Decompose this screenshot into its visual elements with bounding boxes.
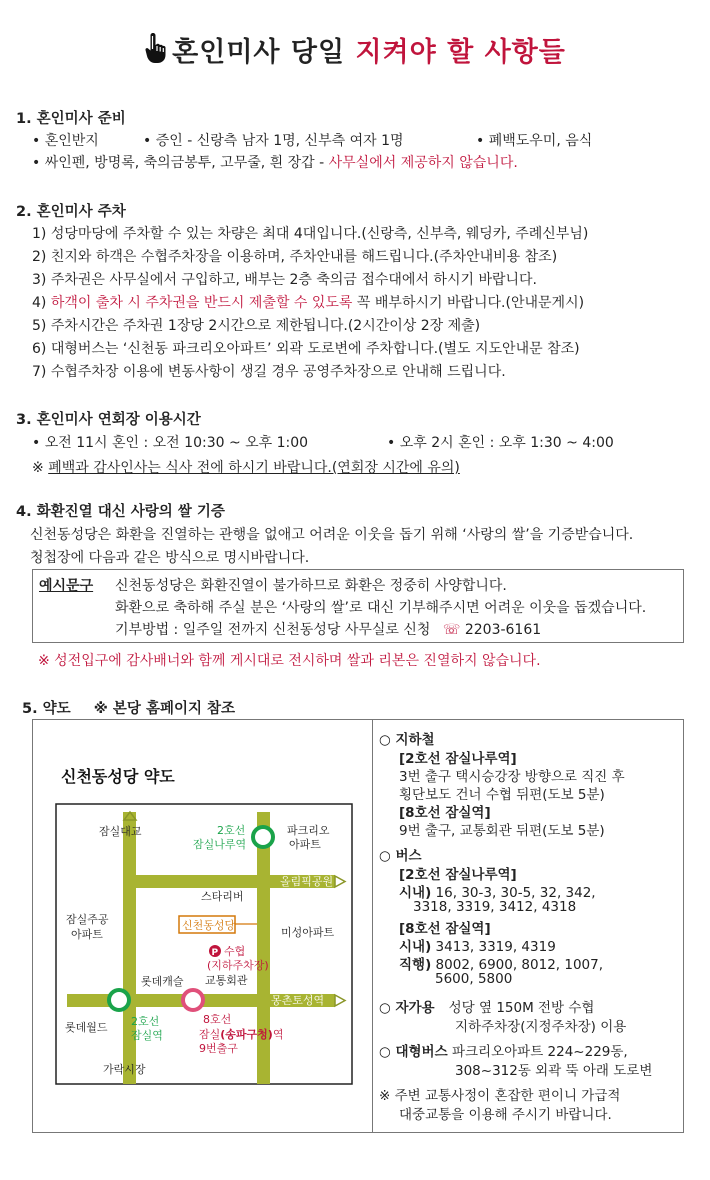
map-label-parkrio-1: 파크리오 <box>287 824 330 837</box>
dir-subway-a-2: 횡단보도 건너 수협 뒤편(도보 5분) <box>399 787 605 803</box>
s1-bullet-witness: • 증인 - 신랑측 남자 1명, 신부측 여자 1명 <box>143 133 404 149</box>
example-text-box <box>32 569 684 643</box>
map-label-line2-naru-1: 2호선 <box>217 824 246 837</box>
s2-line-5: 5) 주차시간은 주차권 1장당 2시간으로 제한됩니다.(2시간이상 2장 제출) <box>32 318 481 334</box>
example-line-2: 화환으로 축하해 주실 분은 ‘사랑의 쌀’로 대신 기부해주시면 어려운 이웃을 돕겠습니다. <box>115 600 647 616</box>
dir-bus-a-2: 3318, 3319, 3412, 4318 <box>413 899 577 915</box>
dir-bus-c-1: 직행) 8002, 6900, 8012, 1007, <box>399 957 604 973</box>
map-label-church: 신천동성당 <box>182 919 236 932</box>
s2-line-2: 2) 친지와 하객은 수협주차장을 이용하며, 주차안내를 해드립니다.(주차안내비용 참조) <box>32 249 558 265</box>
section-5-title: 5. 약도 <box>22 701 71 717</box>
map-label-jugong-1: 잠실주공 <box>66 913 109 926</box>
section-4-heading: 4. 화환진열 대신 사랑의 쌀 기증 <box>16 504 225 520</box>
s4-paragraph-2: 청첩장에 다음과 같은 방식으로 명시바랍니다. <box>30 550 310 566</box>
map-label-line8-2: 잠실(송파구청)역 <box>199 1028 284 1041</box>
map-label-parkrio-2: 아파트 <box>289 838 321 851</box>
svg-text:P: P <box>211 948 219 958</box>
map-label-misung: 미성아파트 <box>281 926 335 939</box>
section-1-heading: 1. 혼인미사 준비 <box>16 111 126 127</box>
dir-car-1: ○ 자가용 성당 옆 150M 전방 수협 <box>379 1000 595 1016</box>
dir-bus-b-1: 시내) 3413, 3319, 4319 <box>399 939 556 955</box>
s3-note-text: 폐백과 감사인사는 식사 전에 하시기 바랍니다.(연회장 시간에 유의) <box>48 460 460 476</box>
telephone-icon: ☏ <box>442 622 461 638</box>
map-label-starhill: 스타리버 <box>201 890 244 903</box>
s3-note-mark: ※ <box>32 460 49 476</box>
dir-car-2: 지하주차장(지정주차장) 이용 <box>455 1019 627 1035</box>
station-jamsil-naru <box>253 827 273 847</box>
dir-bus-c-2: 5600, 5800 <box>435 971 513 987</box>
map-title: 신천동성당 약도 <box>61 767 175 786</box>
s1-bullet-ring: • 혼인반지 <box>32 133 99 149</box>
section-3-heading: 3. 혼인미사 연회장 이용시간 <box>16 412 201 428</box>
dir-subway-b-1: 9번 출구, 교통회관 뒤편(도보 5분) <box>399 823 605 839</box>
s1-bullet-pyebaek: • 폐백도우미, 음식 <box>476 133 593 149</box>
map-label-lotte-castle: 롯데캐슬 <box>141 975 184 988</box>
station-jamsil-line2 <box>109 990 129 1010</box>
map-label-suhyup-1: 수협 <box>224 945 246 958</box>
dir-subway-b-title: [8호선 잠실역] <box>399 805 491 821</box>
location-map <box>33 720 372 1132</box>
s1-supplies-note: 사무실에서 제공하지 않습니다. <box>328 155 518 171</box>
station-jamsil-line8 <box>183 990 203 1010</box>
dir-bus-b-title: [8호선 잠실역] <box>399 921 491 937</box>
s3-morning: • 오전 11시 혼인 : 오전 10:30 ~ 오후 1:00 <box>32 435 309 451</box>
map-section <box>32 719 684 1133</box>
s4-note: ※ 성전입구에 감사배너와 함께 게시대로 전시하며 쌀과 리본은 진열하지 않습니다. <box>38 653 541 669</box>
road-left-vertical <box>123 812 136 1084</box>
example-donation-method: 기부방법 : 일주일 전까지 신천동성당 사무실로 신청 <box>115 622 431 638</box>
s3-note <box>32 457 460 477</box>
s2-line-4-num: 4) <box>32 295 51 311</box>
dir-bus-heading: ○ 버스 <box>379 848 422 864</box>
map-label-mongchon: 몽촌토성역 <box>271 994 325 1007</box>
page-title <box>0 30 710 72</box>
s2-line-7: 7) 수협주차장 이용에 변동사항이 생길 경우 공영주차장으로 안내해 드립니다. <box>32 364 506 380</box>
map-label-line2-naru-2: 잠실나루역 <box>193 838 247 851</box>
s2-line-6: 6) 대형버스는 ‘신천동 파크리오아파트’ 외곽 도로변에 주차합니다.(별도 지도안내문 참조) <box>32 341 580 357</box>
map-label-jamsil-bridge: 잠실대교 <box>99 825 142 838</box>
road-right-vertical <box>257 812 270 1084</box>
map-label-olympic: 올림픽공원 <box>280 875 334 888</box>
title-normal: 혼인미사 당일 <box>172 37 356 68</box>
map-label-line2-jamsil-2: 잠실역 <box>131 1029 163 1042</box>
section-2-heading: 2. 혼인미사 주차 <box>16 204 126 220</box>
map-label-line2-jamsil-1: 2호선 <box>131 1015 160 1028</box>
map-label-lotte-world: 롯데월드 <box>65 1021 108 1034</box>
example-label: 예시문구 <box>39 578 94 594</box>
dir-subway-heading: ○ 지하철 <box>379 732 435 748</box>
map-label-jugong-2: 아파트 <box>71 928 103 941</box>
map-label-traffic-hall: 교통회관 <box>205 974 248 987</box>
dir-bus-a-title: [2호선 잠실나루역] <box>399 867 517 883</box>
title-highlight: 지켜야 할 사항들 <box>355 37 566 68</box>
pointing-hand-icon <box>144 31 168 72</box>
dir-note-1: ※ 주변 교통사정이 혼잡한 편이니 가급적 <box>379 1088 621 1104</box>
map-label-suhyup-2: (지하주차장) <box>207 959 269 972</box>
s2-line-3: 3) 주차권은 사무실에서 구입하고, 배부는 2층 축의금 접수대에서 하시기 바랍니다. <box>32 272 537 288</box>
s4-paragraph-1: 신천동성당은 화환을 진열하는 관행을 없애고 어려운 이웃을 돕기 위해 ‘사랑의 쌀’을 기증받습니다. <box>30 527 634 543</box>
map-label-garak: 가락시장 <box>103 1063 146 1076</box>
arrow-right-icon <box>335 995 345 1006</box>
s2-line-4-rest: 꼭 배부하시기 바랍니다.(안내문게시) <box>352 295 585 311</box>
arrow-right-icon <box>335 876 345 887</box>
example-line-3 <box>115 619 541 639</box>
s2-line-4 <box>32 292 584 312</box>
dir-subway-a-1: 3번 출구 택시승강장 방향으로 직진 후 <box>399 769 625 785</box>
s3-afternoon: • 오후 2시 혼인 : 오후 1:30 ~ 4:00 <box>387 435 614 451</box>
map-label-line8-1: 8호선 <box>203 1013 232 1026</box>
map-divider <box>372 720 373 1132</box>
example-line-1: 신천동성당은 화환진열이 불가하므로 화환은 정중히 사양합니다. <box>115 578 507 594</box>
dir-bigbus-2: 308~312동 외곽 뚝 아래 도로변 <box>455 1063 653 1079</box>
s1-supplies-text: • 싸인펜, 방명록, 축의금봉투, 고무줄, 흰 장갑 - <box>32 155 329 171</box>
s2-line-4-red: 하객이 출차 시 주차권을 반드시 제출할 수 있도록 <box>50 295 353 311</box>
map-label-line8-3: 9번출구 <box>199 1042 238 1055</box>
dir-bigbus-1: ○ 대형버스 파크리오아파트 224~229동, <box>379 1044 628 1060</box>
section-5-reference: ※ 본당 홈페이지 참조 <box>93 701 236 717</box>
phone-number: 2203-6161 <box>464 622 542 638</box>
dir-bus-a-1: 시내) 16, 30-3, 30-5, 32, 342, <box>399 885 596 901</box>
s2-line-1: 1) 성당마당에 주차할 수 있는 차량은 최대 4대입니다.(신랑측, 신부측, 웨딩카, 주례신부님) <box>32 226 589 242</box>
dir-subway-a-title: [2호선 잠실나루역] <box>399 751 517 767</box>
s1-bullet-supplies <box>32 152 518 172</box>
dir-note-2: 대중교통을 이용해 주시기 바랍니다. <box>399 1107 612 1123</box>
section-5-heading <box>22 697 235 718</box>
